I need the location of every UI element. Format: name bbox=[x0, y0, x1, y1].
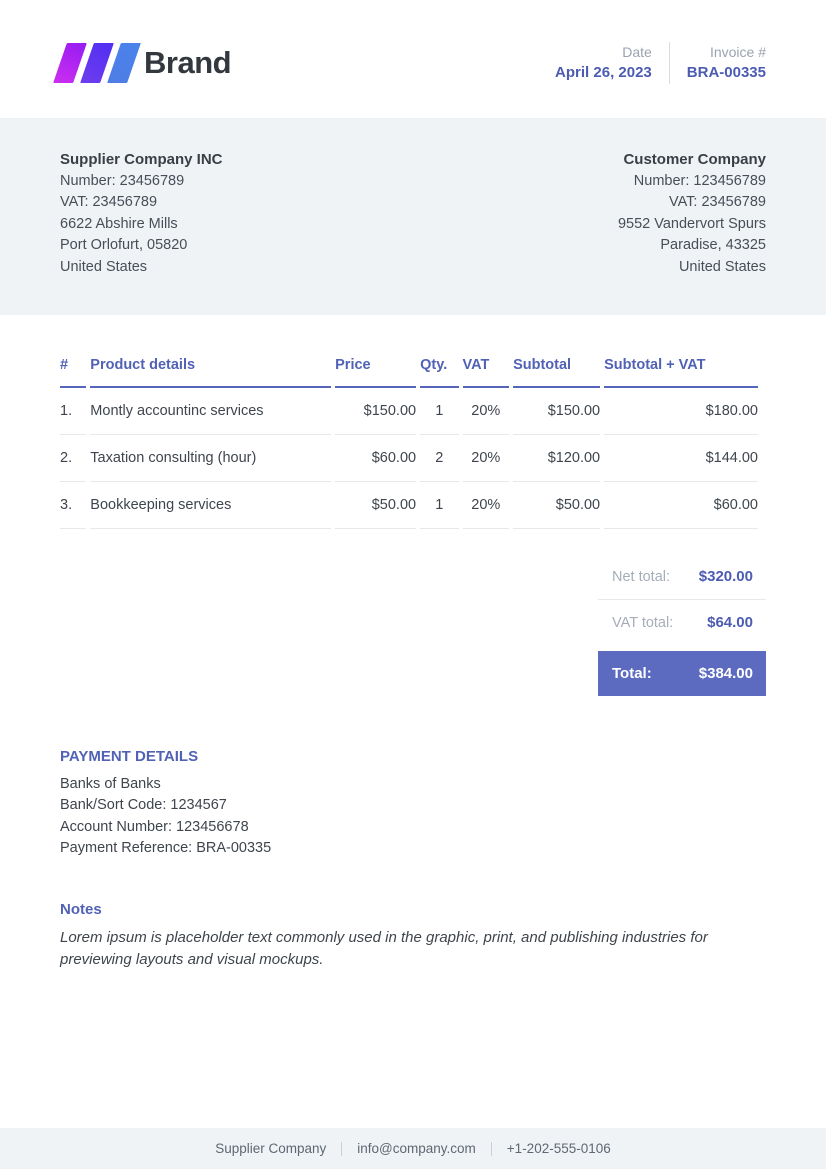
row-product: Taxation consulting (hour) bbox=[90, 435, 331, 482]
supplier-vat: VAT: 23456789 bbox=[60, 194, 158, 210]
supplier-street: 6622 Abshire Mills bbox=[60, 215, 178, 232]
brand-name: Brand bbox=[144, 45, 232, 80]
footer-bar bbox=[0, 1128, 826, 1169]
header-price: Price bbox=[335, 353, 416, 388]
row-qty: 1 bbox=[420, 388, 458, 435]
date-value: April 26, 2023 bbox=[555, 64, 652, 81]
customer-block bbox=[618, 149, 766, 278]
invoice-number-value: BRA-00335 bbox=[686, 64, 766, 81]
row-qty: 2 bbox=[420, 435, 458, 482]
payment-details-section bbox=[0, 696, 826, 859]
supplier-block bbox=[60, 149, 223, 278]
row-subtotal-vat: $180.00 bbox=[604, 388, 758, 435]
brand-slashes-icon bbox=[60, 43, 134, 83]
row-subtotal: $50.00 bbox=[513, 482, 600, 529]
logo-slash-blue-icon bbox=[107, 43, 141, 83]
payment-bank-name: Banks of Banks bbox=[60, 776, 161, 792]
footer-company: Supplier Company bbox=[215, 1141, 327, 1156]
customer-number: Number: 123456789 bbox=[633, 172, 766, 189]
totals-block bbox=[598, 554, 766, 696]
customer-country: United States bbox=[678, 258, 766, 275]
customer-city: Paradise, 43325 bbox=[660, 237, 766, 253]
payment-sort-code: Bank/Sort Code: 1234567 bbox=[60, 797, 227, 814]
table-row bbox=[60, 388, 758, 435]
header-qty: Qty. bbox=[420, 353, 458, 388]
row-subtotal-vat: $60.00 bbox=[604, 482, 758, 529]
payment-account-number: Account Number: 123456678 bbox=[60, 818, 249, 835]
table-row bbox=[60, 482, 758, 529]
supplier-city: Port Orlofurt, 05820 bbox=[60, 237, 188, 253]
grand-total-bar bbox=[598, 651, 766, 696]
row-num: 2. bbox=[60, 435, 86, 482]
table-row bbox=[60, 435, 758, 482]
grand-total-value: $384.00 bbox=[698, 665, 753, 682]
payment-details-title: PAYMENT DETAILS bbox=[60, 748, 199, 765]
row-num: 1. bbox=[60, 388, 86, 435]
row-price: $150.00 bbox=[335, 388, 416, 435]
notes-body: Lorem ipsum is placeholder text commonly used in the graphic, print, and publishing industries for previewing layouts and visual mockups. bbox=[60, 929, 708, 968]
header-subtotal: Subtotal bbox=[513, 353, 600, 388]
table-header-row bbox=[60, 353, 758, 388]
header-num: # bbox=[60, 353, 86, 388]
notes-section bbox=[0, 859, 826, 970]
invoice-meta bbox=[555, 42, 766, 84]
grand-total-label: Total: bbox=[612, 665, 652, 682]
row-subtotal: $120.00 bbox=[513, 435, 600, 482]
row-vat: 20% bbox=[463, 435, 510, 482]
row-subtotal: $150.00 bbox=[513, 388, 600, 435]
net-total-label: Net total: bbox=[612, 568, 671, 585]
net-total-row bbox=[598, 554, 766, 600]
date-label: Date bbox=[622, 44, 652, 60]
invoice-number-label: Invoice # bbox=[709, 44, 766, 60]
vat-total-row bbox=[598, 600, 766, 645]
header-vat: VAT bbox=[463, 353, 510, 388]
invoice-number bbox=[670, 42, 766, 84]
row-vat: 20% bbox=[463, 482, 510, 529]
brand-logo bbox=[60, 43, 231, 83]
items-table bbox=[56, 353, 762, 529]
footer-email: info@company.com bbox=[357, 1141, 476, 1156]
invoice-date bbox=[555, 42, 669, 84]
header bbox=[0, 0, 826, 118]
customer-name: Customer Company bbox=[623, 151, 766, 168]
supplier-name: Supplier Company INC bbox=[60, 151, 223, 168]
row-qty: 1 bbox=[420, 482, 458, 529]
parties-band bbox=[0, 118, 826, 315]
supplier-number: Number: 23456789 bbox=[60, 172, 185, 189]
supplier-country: United States bbox=[60, 258, 148, 275]
vat-total-value: $64.00 bbox=[707, 614, 753, 631]
customer-street: 9552 Vandervort Spurs bbox=[617, 215, 766, 232]
net-total-value: $320.00 bbox=[698, 568, 753, 585]
row-price: $60.00 bbox=[335, 435, 416, 482]
row-product: Bookkeeping services bbox=[90, 482, 331, 529]
row-subtotal-vat: $144.00 bbox=[604, 435, 758, 482]
row-vat: 20% bbox=[463, 388, 510, 435]
notes-title: Notes bbox=[60, 901, 102, 919]
header-subtotal-vat: Subtotal + VAT bbox=[604, 353, 758, 388]
header-product: Product details bbox=[90, 353, 331, 388]
items-section bbox=[0, 315, 826, 529]
customer-vat: VAT: 23456789 bbox=[668, 194, 766, 210]
vat-total-label: VAT total: bbox=[612, 614, 674, 631]
payment-reference: Payment Reference: BRA-00335 bbox=[60, 839, 272, 856]
footer-divider bbox=[491, 1142, 492, 1156]
footer-phone: +1-202-555-0106 bbox=[506, 1141, 611, 1156]
row-product: Montly accountinc services bbox=[90, 388, 331, 435]
row-price: $50.00 bbox=[335, 482, 416, 529]
row-num: 3. bbox=[60, 482, 86, 529]
footer-divider bbox=[341, 1142, 342, 1156]
